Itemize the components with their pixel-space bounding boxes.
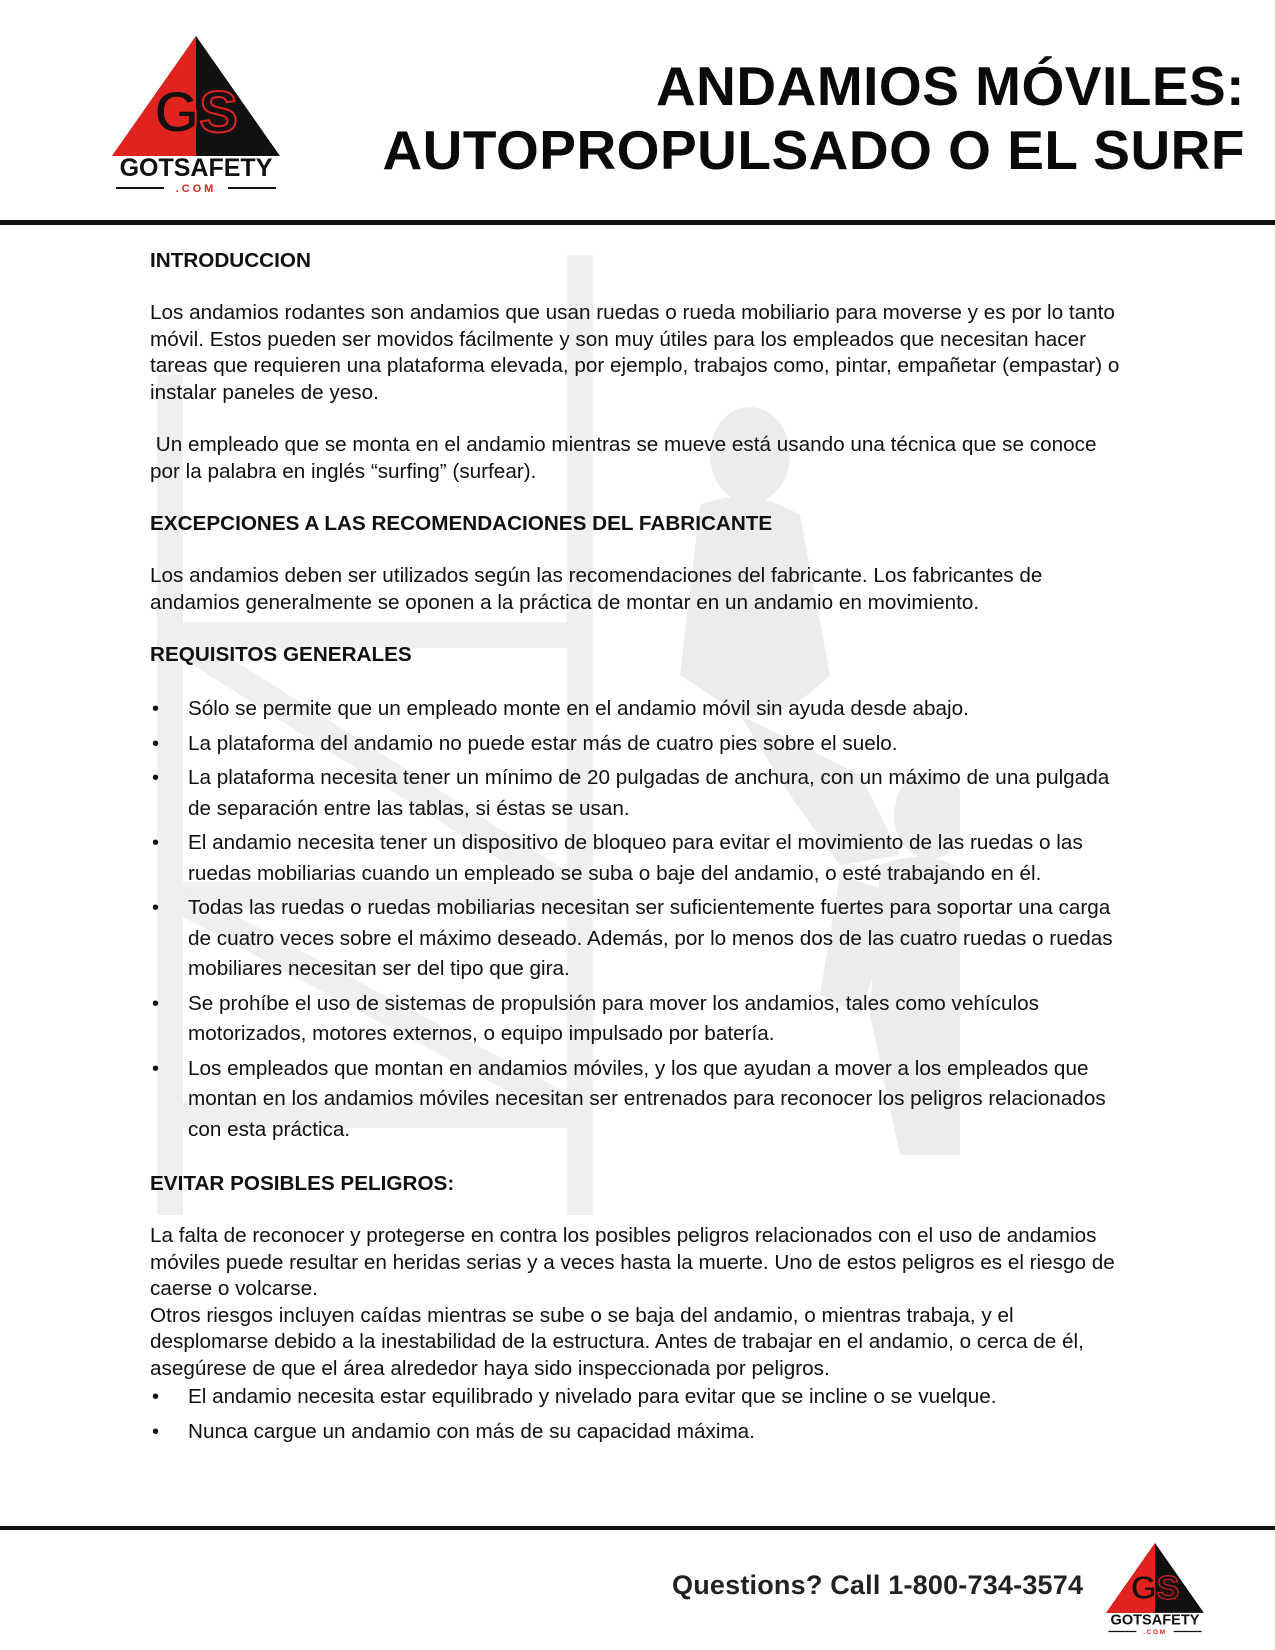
bullet-list (150, 694, 1130, 1145)
logo-subtext: .COM (1143, 1628, 1167, 1635)
logo-wordmark: GOTSAFETY (119, 154, 273, 182)
list-item: • Nunca cargue un andamio con más de su capacidad máxima. (150, 1417, 1130, 1448)
list-item: • Se prohíbe el uso de sistemas de propulsión para mover los andamios, tales como vehículos motorizados, motores externos, o equipo impulsado por batería. (150, 989, 1130, 1050)
section-excepciones (150, 511, 1130, 616)
logo-wordmark: GOTSAFETY (1110, 1612, 1200, 1629)
title-line-1: ANDAMIOS MÓVILES: (655, 55, 1245, 117)
section-introduccion (150, 248, 1130, 485)
logo-monogram: GS (154, 80, 238, 145)
section-evitar-peligros (150, 1171, 1130, 1447)
logo-subtext: .COM (175, 183, 217, 194)
gotsafety-logo-icon (112, 36, 280, 194)
footer-phone-text: Questions? Call 1-800-734-3574 (672, 1570, 1084, 1600)
section-requisitos (150, 642, 1130, 1145)
title-line-2: AUTOPROPULSADO O EL SURF (382, 119, 1245, 181)
gotsafety-logo-icon (1106, 1543, 1204, 1635)
list-item: • El andamio necesita estar equilibrado y nivelado para evitar que se incline o se vuelque. (150, 1382, 1130, 1413)
section-heading: INTRODUCCION (150, 249, 311, 272)
section-heading: REQUISITOS GENERALES (150, 643, 412, 666)
list-item: • La plataforma del andamio no puede estar más de cuatro pies sobre el suelo. (150, 729, 1130, 760)
list-item: • La plataforma necesita tener un mínimo de 20 pulgadas de anchura, con un máximo de una pulgada de separación entre las tablas, si éstas se usan. (150, 763, 1130, 824)
document-body (150, 248, 1130, 1451)
footer-divider (0, 1526, 1275, 1530)
paragraph: Otros riesgos incluyen caídas mientras se sube o se baja del andamio, o mientras trabaja, y el desplomarse debido a la inestabilidad de la estructura. Antes de trabajar en el andamio, o cerca de él, asegúrese de que el área alrededor haya sido inspeccionada por peligros. (150, 1303, 1084, 1380)
list-item: • Sólo se permite que un empleado monte en el andamio móvil sin ayuda desde abajo. (150, 694, 1130, 725)
section-heading: EVITAR POSIBLES PELIGROS: (150, 1172, 455, 1195)
bullet-list (150, 1382, 1130, 1447)
logo-monogram: GS (1130, 1568, 1180, 1607)
list-item: • Todas las ruedas o ruedas mobiliarias necesitan ser suficientemente fuertes para soportar una carga de cuatro veces sobre el máximo deseado. Además, por lo menos dos de las cuatro ruedas o ruedas mobiliares necesitan ser del tipo que gira. (150, 893, 1130, 985)
page-title (382, 54, 1245, 182)
paragraph: Un empleado que se monta en el andamio mientras se mueve está usando una técnica que se conoce por la palabra en inglés “surfing” (surfear). (150, 433, 1103, 483)
header-divider (0, 220, 1275, 225)
paragraph: La falta de reconocer y protegerse en contra los posibles peligros relacionados con el uso de andamios móviles puede resultar en heridas serias y a veces hasta la muerte. Uno de estos peligros es el riesgo de caerse o volcarse. (150, 1224, 1115, 1300)
list-item: • Los empleados que montan en andamios móviles, y los que ayudan a mover a los empleados que montan en los andamios móviles necesitan ser entrenados para reconocer los peligros relacionados con esta práctica. (150, 1054, 1130, 1146)
paragraph: Los andamios rodantes son andamios que usan ruedas o rueda mobiliario para moverse y es por lo tanto móvil. Estos pueden ser movidos fácilmente y son muy útiles para los empleados que necesitan hacer tareas que requieren una plataforma elevada, por ejemplo, trabajos como, pintar, empañetar (empastar) o instalar paneles de yeso. (150, 301, 1120, 404)
list-item: • El andamio necesita tener un dispositivo de bloqueo para evitar el movimiento de las ruedas o las ruedas mobiliarias cuando un empleado se suba o baje del andamio, o esté trabajando en él. (150, 828, 1130, 889)
paragraph: Los andamios deben ser utilizados según las recomendaciones del fabricante. Los fabricantes de andamios generalmente se oponen a la práctica de montar en un andamio en movimiento. (150, 564, 1043, 614)
section-heading: EXCEPCIONES A LAS RECOMENDACIONES DEL FABRICANTE (150, 512, 773, 535)
page-header (0, 0, 1275, 226)
